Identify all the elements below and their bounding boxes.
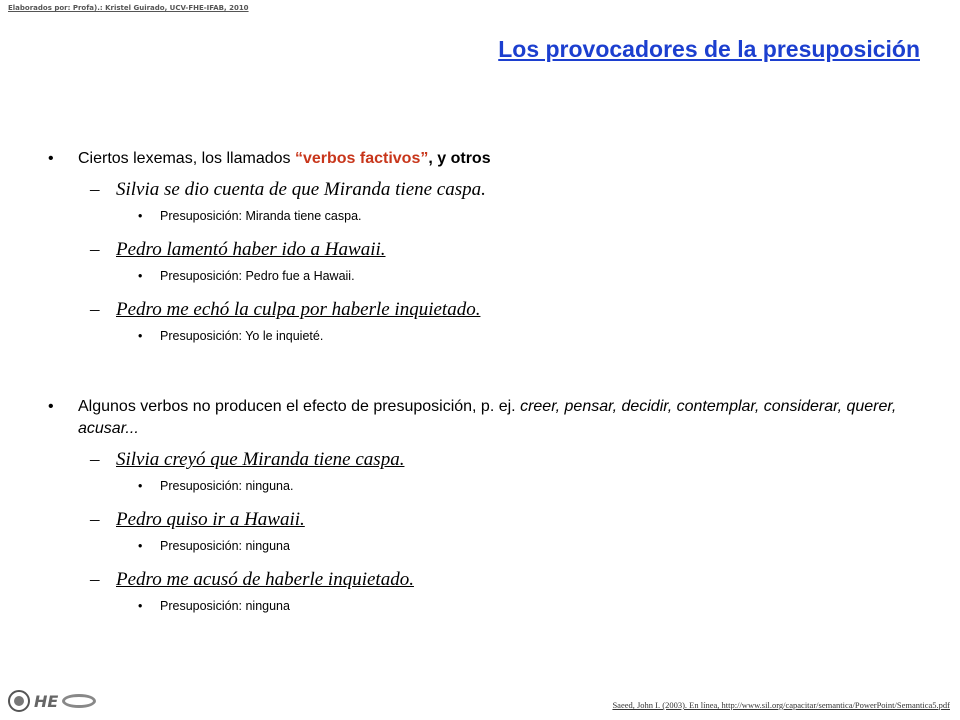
example-sentence <box>48 448 928 472</box>
intro-suffix: , y otros <box>428 150 491 167</box>
dash-marker: – <box>90 299 100 320</box>
bullet-marker: • <box>138 539 143 553</box>
note-text: Presuposición: ninguna <box>160 599 290 613</box>
example-note <box>48 268 928 284</box>
example-note <box>48 538 928 554</box>
slide-title: Los provocadores de la presuposición <box>498 36 920 62</box>
dash-marker: – <box>90 569 100 590</box>
logo-swoosh-icon <box>62 694 96 708</box>
bullet-marker: • <box>138 329 143 343</box>
source-citation-link[interactable]: Saeed, John I. (2003). En línea, http://www.sil.org/capacitar/semantica/PowerPoint/Semantica5.pdf <box>612 700 950 710</box>
example-note <box>48 208 928 224</box>
dash-marker: – <box>90 239 100 260</box>
slide-content <box>48 148 928 614</box>
note-text: Presuposición: ninguna. <box>160 479 294 493</box>
example-text: Silvia se dio cuenta de que Miranda tiene caspa. <box>116 179 486 200</box>
bullet-factive-verbs <box>48 148 928 170</box>
example-note <box>48 328 928 344</box>
bullet-marker: • <box>138 269 143 283</box>
highlight-factive-verbs: “verbos factivos” <box>294 150 429 167</box>
example-text: Pedro lamentó haber ido a Hawaii. <box>116 239 386 260</box>
dash-marker: – <box>90 449 100 470</box>
bullet-marker: • <box>48 398 54 415</box>
bullet-non-presupposition-verbs <box>48 396 928 440</box>
dash-marker: – <box>90 509 100 530</box>
intro-text: Ciertos lexemas, los llamados <box>78 150 295 167</box>
bullet-marker: • <box>138 209 143 223</box>
note-text: Presuposición: ninguna <box>160 539 290 553</box>
example-sentence <box>48 568 928 592</box>
university-seal-icon <box>8 690 30 712</box>
example-note <box>48 598 928 614</box>
note-text: Presuposición: Pedro fue a Hawaii. <box>160 269 355 283</box>
institution-logo <box>8 690 96 712</box>
example-sentence <box>48 238 928 262</box>
intro-text: Algunos verbos no producen el efecto de presuposición, p. ej. <box>78 398 521 415</box>
verb-list: creer, pensar, decidir, contemplar, considerar, querer, acusar... <box>78 398 897 437</box>
author-credit: Elaborados por: Profa).: Kristel Guirado, UCV-FHE-IFAB, 2010 <box>8 4 249 12</box>
example-note <box>48 478 928 494</box>
example-text: Pedro me acusó de haberle inquietado. <box>116 569 414 590</box>
bullet-marker: • <box>138 599 143 613</box>
example-sentence <box>48 298 928 322</box>
bullet-marker: • <box>138 479 143 493</box>
example-sentence <box>48 508 928 532</box>
note-text: Presuposición: Miranda tiene caspa. <box>160 209 362 223</box>
example-text: Pedro quiso ir a Hawaii. <box>116 509 305 530</box>
example-sentence <box>48 178 928 202</box>
example-text: Silvia creyó que Miranda tiene caspa. <box>116 449 405 470</box>
logo-text: HE <box>34 691 59 711</box>
bullet-marker: • <box>48 150 54 167</box>
note-text: Presuposición: Yo le inquieté. <box>160 329 324 343</box>
example-text: Pedro me echó la culpa por haberle inquietado. <box>116 299 481 320</box>
dash-marker: – <box>90 179 100 200</box>
